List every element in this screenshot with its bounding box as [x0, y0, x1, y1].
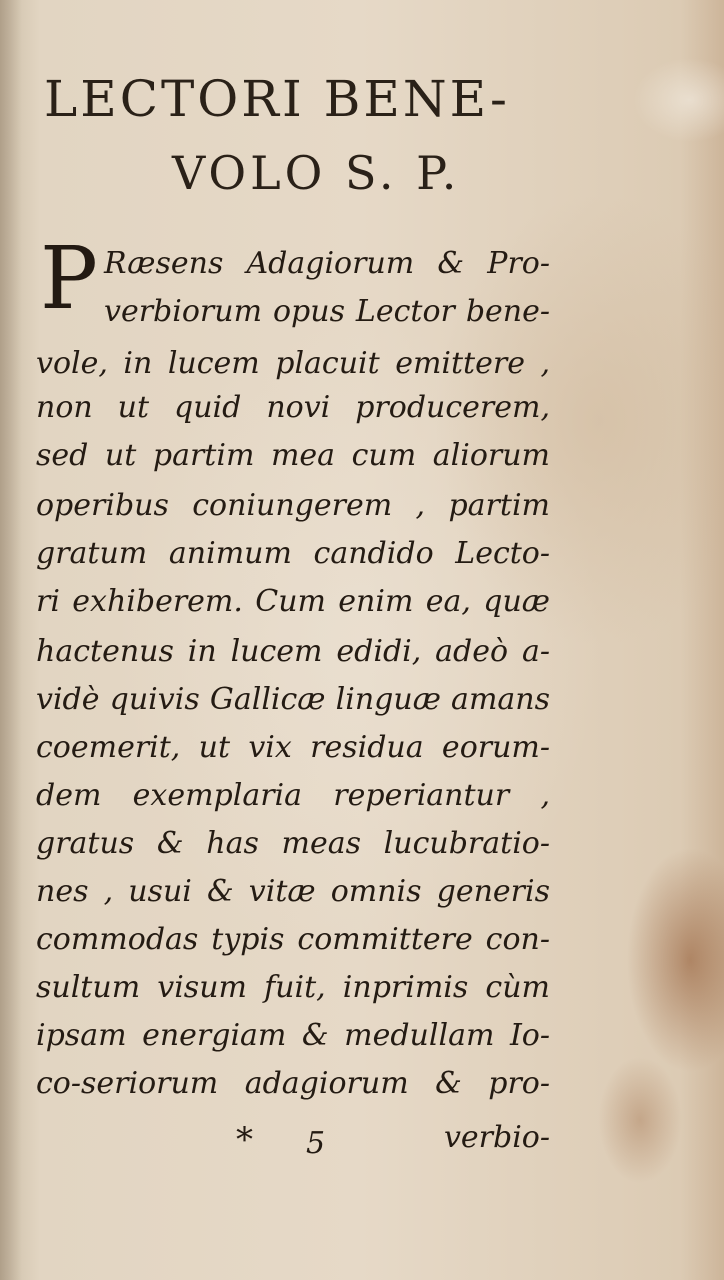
text-line-15: commodas typis committere con-: [36, 922, 550, 957]
text-line-8: ri exhiberem. Cum enim ea, quæ: [36, 584, 550, 619]
drop-capital: P: [40, 229, 98, 329]
text-line-6: operibus coniungerem , partim: [36, 488, 550, 523]
heading-line-1: LECTORI BENE-: [44, 70, 510, 128]
catchwords-line: [230, 1120, 550, 1160]
text-line-1: Ræsens Adagiorum & Pro-: [104, 246, 550, 281]
text-line-13: gratus & has meas lucubratio-: [36, 826, 550, 861]
text-line-3: vole, in lucem placuit emittere ,: [36, 346, 550, 381]
text-line-11: coemerit, ut vix residua eorum-: [36, 730, 550, 765]
text-line-9: hactenus in lucem edidi, adeò a-: [36, 634, 550, 669]
text-line-5: sed ut partim mea cum aliorum: [36, 438, 550, 473]
text-line-7: gratum animum candido Lecto-: [36, 536, 550, 571]
text-line-18: co-seriorum adagiorum & pro-: [36, 1066, 550, 1101]
text-line-14: nes , usui & vitæ omnis generis: [36, 874, 550, 909]
text-line-10: vidè quivis Gallicæ linguæ amans: [36, 682, 550, 717]
catchword: verbio-: [443, 1120, 550, 1155]
text-line-4: non ut quid novi producerem,: [36, 390, 550, 425]
text-line-17: ipsam energiam & medullam Io-: [36, 1018, 550, 1053]
asterisk-mark: *: [236, 1120, 253, 1160]
signature-mark: 5: [306, 1126, 326, 1161]
spine-shadow: [0, 0, 22, 1280]
text-line-12: dem exemplaria reperiantur ,: [36, 778, 550, 813]
text-line-2: verbiorum opus Lector bene-: [104, 294, 550, 329]
heading-line-2: VOLO S. P.: [172, 146, 461, 200]
text-line-16: sultum visum fuit, inprimis cùm: [36, 970, 550, 1005]
